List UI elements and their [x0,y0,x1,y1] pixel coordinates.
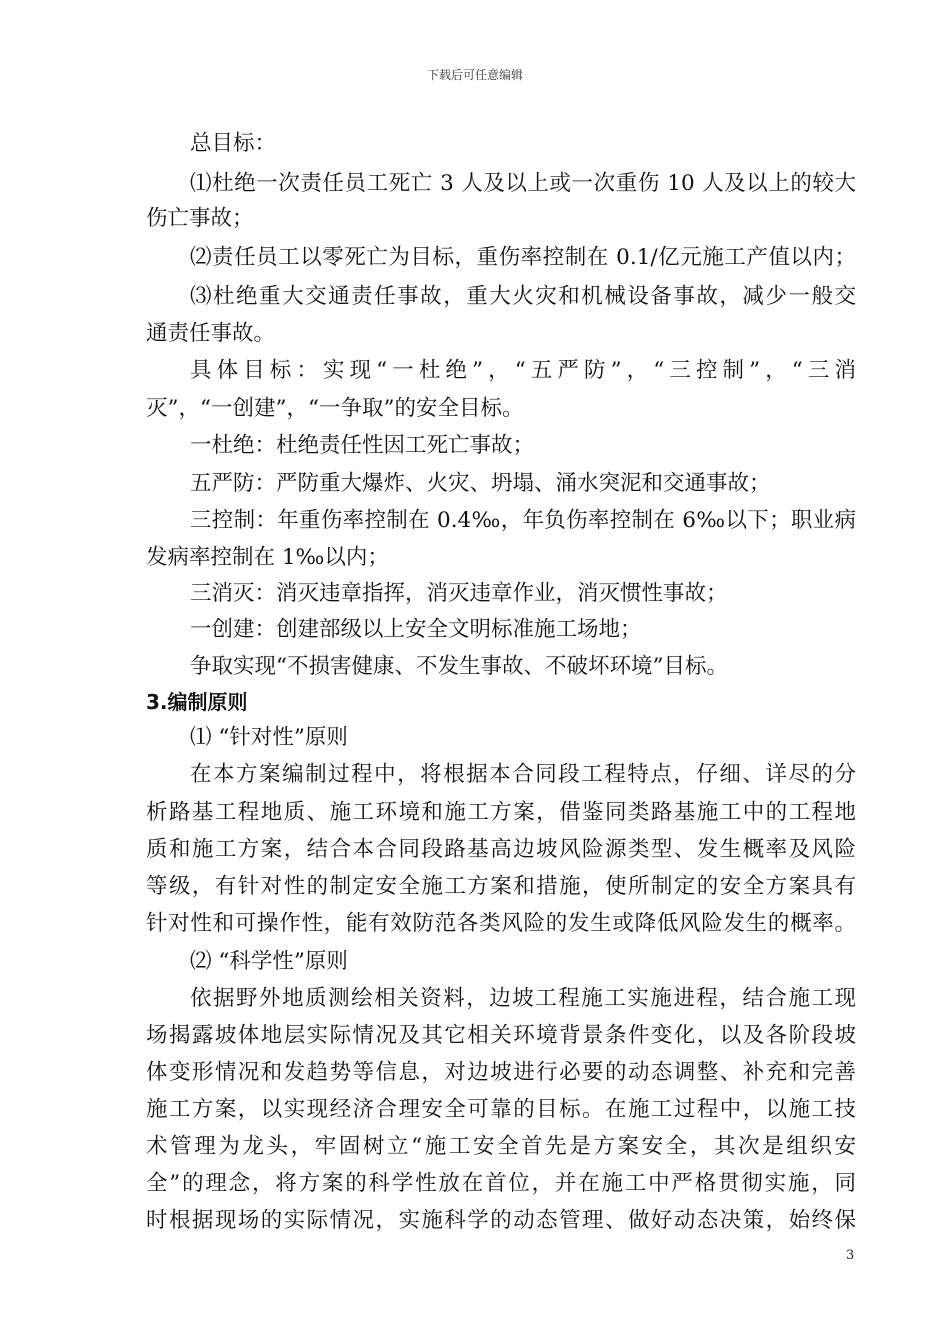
text-line: ⑴杜绝一次责任员工死亡 3 人及以上或一次重伤 10 人及以上的较大 [190,171,856,196]
text-line: 析路基工程地质、施工环境和施工方案，借鉴同类路基施工中的工程地 [146,800,856,825]
text-line: 场揭露坡体地层实际情况及其它相关环境背景条件变化，以及各阶段坡 [146,1023,856,1048]
text-line: 争取实现“不损害健康、不发生事故、不破坏环境”目标。 [190,654,728,679]
page-header: 下载后可任意编辑 [426,68,523,82]
text-line: 施工方案，以实现经济合理安全可靠的目标。在施工过程中，以施工技 [146,1097,856,1122]
text-line: 三控制：年重伤率控制在 0.4‰，年负伤率控制在 6‰以下；职业病 [190,508,856,533]
text-line: 通责任事故。 [146,321,276,346]
text-line: 依据野外地质测绘相关资料，边坡工程施工实施进程，结合施工现 [190,986,856,1011]
text-line: 体变形情况和发趋势等信息，对边坡进行必要的动态调整、补充和完善 [146,1060,856,1085]
text-line: 一杜绝：杜绝责任性因工死亡事故； [190,433,535,458]
text-line: ⑶杜绝重大交通责任事故，重大火灾和机械设备事故，减少一般交 [190,284,856,309]
section-heading: 3.编制原则 [146,690,248,714]
text-line: 发病率控制在 1‰以内； [146,545,389,570]
text-line: 总目标： [190,131,277,156]
text-line: 针对性和可操作性，能有效防范各类风险的发生或降低风险发生的概率。 [146,911,856,936]
page-number: 3 [846,1248,855,1263]
text-line: ⑵责任员工以零死亡为目标，重伤率控制在 0.1/亿元施工产值以内； [190,245,856,270]
text-line: 在本方案编制过程中，将根据本合同段工程特点，仔细、详尽的分 [190,762,856,787]
text-line: 伤亡事故； [146,206,254,231]
text-line: 等级，有针对性的制定安全施工方案和措施，使所制定的安全方案具有 [146,874,856,899]
text-line: 一创建：创建部级以上安全文明标准施工场地； [190,617,642,642]
text-line: ⑵ “科学性”原则 [190,949,348,974]
text-line: 五严防：严防重大爆炸、火灾、坍塌、涌水突泥和交通事故； [190,471,771,496]
text-line: 时根据现场的实际情况，实施科学的动态管理、做好动态决策，始终保 [146,1208,856,1233]
text-line: 三消灭：消灭违章指挥，消灭违章作业，消灭惯性事故； [190,581,728,606]
text-line: 具体目标：实现“一杜绝”，“五严防”，“三控制”，“三消 [190,358,856,383]
text-line: 灭”，“一创建”，“一争取”的安全目标。 [146,396,524,421]
text-line: 术管理为龙头，牢固树立“施工安全首先是方案安全，其次是组织安 [146,1134,856,1159]
text-line: 全”的理念，将方案的科学性放在首位，并在施工中严格贯彻实施，同 [146,1171,856,1196]
text-line: ⑴ “针对性”原则 [190,725,348,750]
text-line: 质和施工方案，结合本合同段路基高边坡风险源类型、发生概率及风险 [146,837,856,862]
